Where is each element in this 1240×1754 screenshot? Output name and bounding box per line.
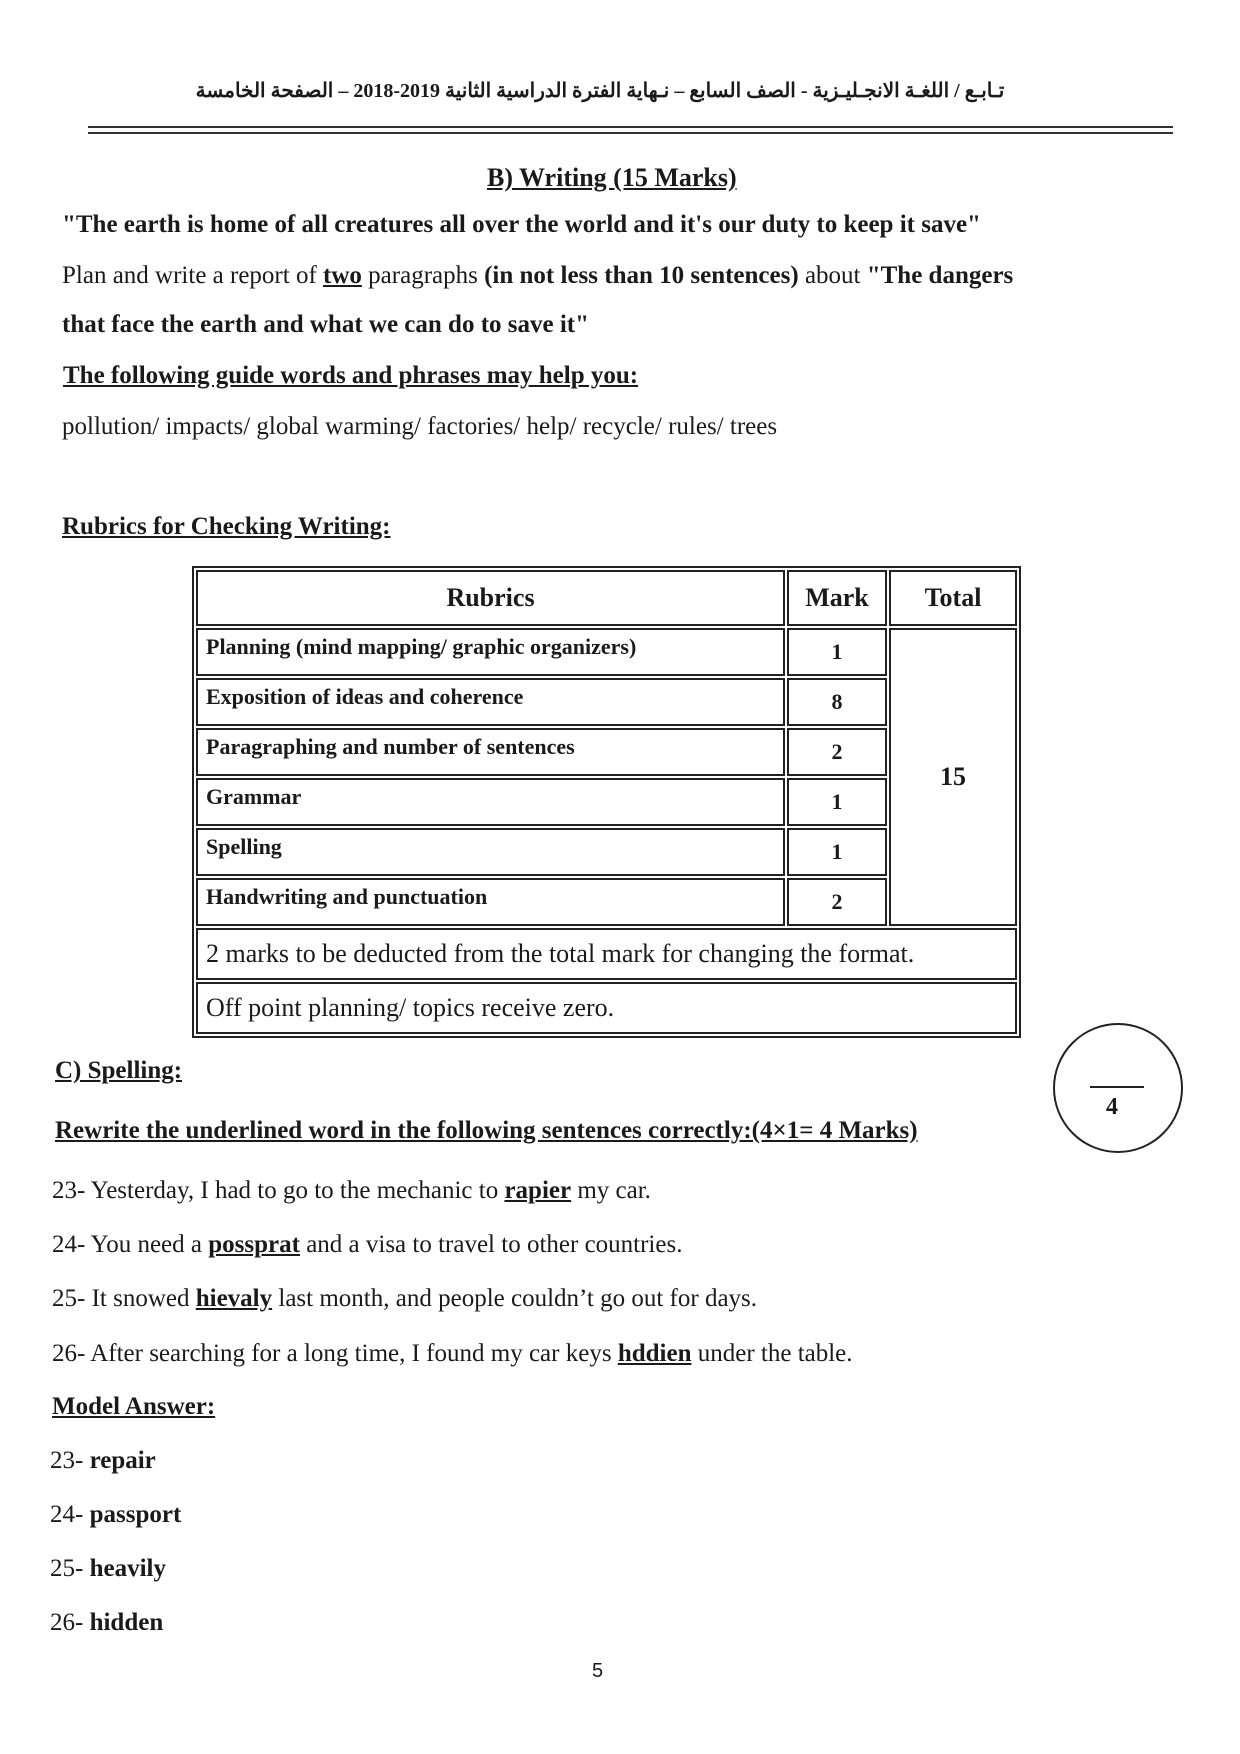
question-number: 23-: [52, 1177, 86, 1204]
prompt-bold: (in not less than 10 sentences): [484, 262, 799, 289]
misspelled-word: possprat: [208, 1231, 300, 1258]
header-rule-bottom: [88, 132, 1173, 134]
criterion-cell: Spelling: [196, 828, 785, 876]
table-row: [196, 628, 1017, 676]
answer-number: 26-: [50, 1609, 84, 1636]
writing-quote: "The earth is home of all creatures all over the world and it's our duty to keep it save": [62, 211, 981, 238]
question-text: my car.: [571, 1177, 651, 1204]
col-rubrics: Rubrics: [196, 570, 785, 626]
misspelled-word: rapier: [504, 1177, 572, 1204]
prompt-text: paragraphs: [361, 262, 485, 289]
answer-number: 25-: [50, 1555, 84, 1582]
guide-words: pollution/ impacts/ global warming/ factories/ help/ recycle/ rules/ trees: [62, 413, 778, 440]
prompt-topic: "The dangers: [866, 262, 1014, 289]
answer-26: [50, 1609, 163, 1637]
answer-number: 23-: [50, 1447, 84, 1474]
question-text: last month, and people couldn’t go out for days.: [272, 1285, 758, 1312]
prompt-text: about: [798, 262, 867, 289]
mark-cell: 2: [787, 878, 887, 926]
question-26: [52, 1340, 853, 1368]
question-text: After searching for a long time, I found my car keys: [85, 1340, 618, 1367]
mark-cell: 1: [787, 778, 887, 826]
criterion-cell: Exposition of ideas and coherence: [196, 678, 785, 726]
answer-number: 24-: [50, 1501, 84, 1528]
question-23: [52, 1177, 651, 1205]
total-cell: 15: [889, 628, 1017, 926]
rubrics-table: [192, 566, 1021, 1038]
question-25: [52, 1285, 757, 1313]
spelling-instruction: Rewrite the underlined word in the following sentences correctly:(4×1= 4 Marks): [55, 1117, 918, 1144]
misspelled-word: hddien: [617, 1340, 692, 1367]
answer-word: passport: [89, 1501, 182, 1528]
answer-word: heavily: [89, 1555, 166, 1582]
question-text: and a visa to travel to other countries.: [299, 1231, 683, 1258]
note-cell: Off point planning/ topics receive zero.: [196, 982, 1017, 1034]
criterion-cell: Paragraphing and number of sentences: [196, 728, 785, 776]
spelling-heading: C) Spelling:: [55, 1057, 183, 1084]
page-header: تـابـع / اللغـة الانجـليـزية - الصف السابع – نـهاية الفترة الدراسية الثانية 2019-2018 – الصفحة الخامسة: [195, 80, 1005, 102]
writing-prompt-line-1: [62, 262, 1013, 290]
mark-cell: 1: [787, 828, 887, 876]
question-24: [52, 1231, 682, 1259]
col-total: Total: [889, 570, 1017, 626]
question-text: You need a: [85, 1231, 209, 1258]
answer-word: hidden: [89, 1609, 164, 1636]
score-value: 4: [1106, 1094, 1118, 1120]
guide-heading: The following guide words and phrases may help you:: [63, 362, 639, 389]
question-number: 24-: [52, 1231, 86, 1258]
rubrics-header-row: [196, 570, 1017, 626]
header-rule-top: [88, 126, 1173, 128]
mark-cell: 1: [787, 628, 887, 676]
question-text: under the table.: [691, 1340, 853, 1367]
answer-23: [50, 1447, 156, 1475]
rubrics-heading: Rubrics for Checking Writing:: [62, 513, 391, 540]
model-answer-heading: Model Answer:: [52, 1393, 216, 1420]
writing-section-title: B) Writing (15 Marks): [487, 163, 737, 192]
table-row: [196, 982, 1017, 1034]
misspelled-word: hievaly: [195, 1285, 273, 1312]
note-cell: 2 marks to be deducted from the total mark for changing the format.: [196, 928, 1017, 980]
answer-24: [50, 1501, 181, 1529]
score-circle: [1053, 1023, 1183, 1153]
question-text: It snowed: [85, 1285, 196, 1312]
criterion-cell: Planning (mind mapping/ graphic organizers): [196, 628, 785, 676]
question-number: 26-: [52, 1340, 86, 1367]
col-mark: Mark: [787, 570, 887, 626]
question-number: 25-: [52, 1285, 86, 1312]
prompt-text: Plan and write a report of: [62, 262, 324, 289]
criterion-cell: Grammar: [196, 778, 785, 826]
page-number: 5: [592, 1660, 604, 1682]
criterion-cell: Handwriting and punctuation: [196, 878, 785, 926]
question-text: Yesterday, I had to go to the mechanic to: [85, 1177, 505, 1204]
mark-cell: 8: [787, 678, 887, 726]
table-row: [196, 928, 1017, 980]
answer-25: [50, 1555, 166, 1583]
score-line: [1090, 1086, 1144, 1088]
mark-cell: 2: [787, 728, 887, 776]
writing-prompt-line-2: that face the earth and what we can do to save it": [62, 311, 590, 338]
prompt-two: two: [323, 262, 362, 289]
answer-word: repair: [89, 1447, 156, 1474]
